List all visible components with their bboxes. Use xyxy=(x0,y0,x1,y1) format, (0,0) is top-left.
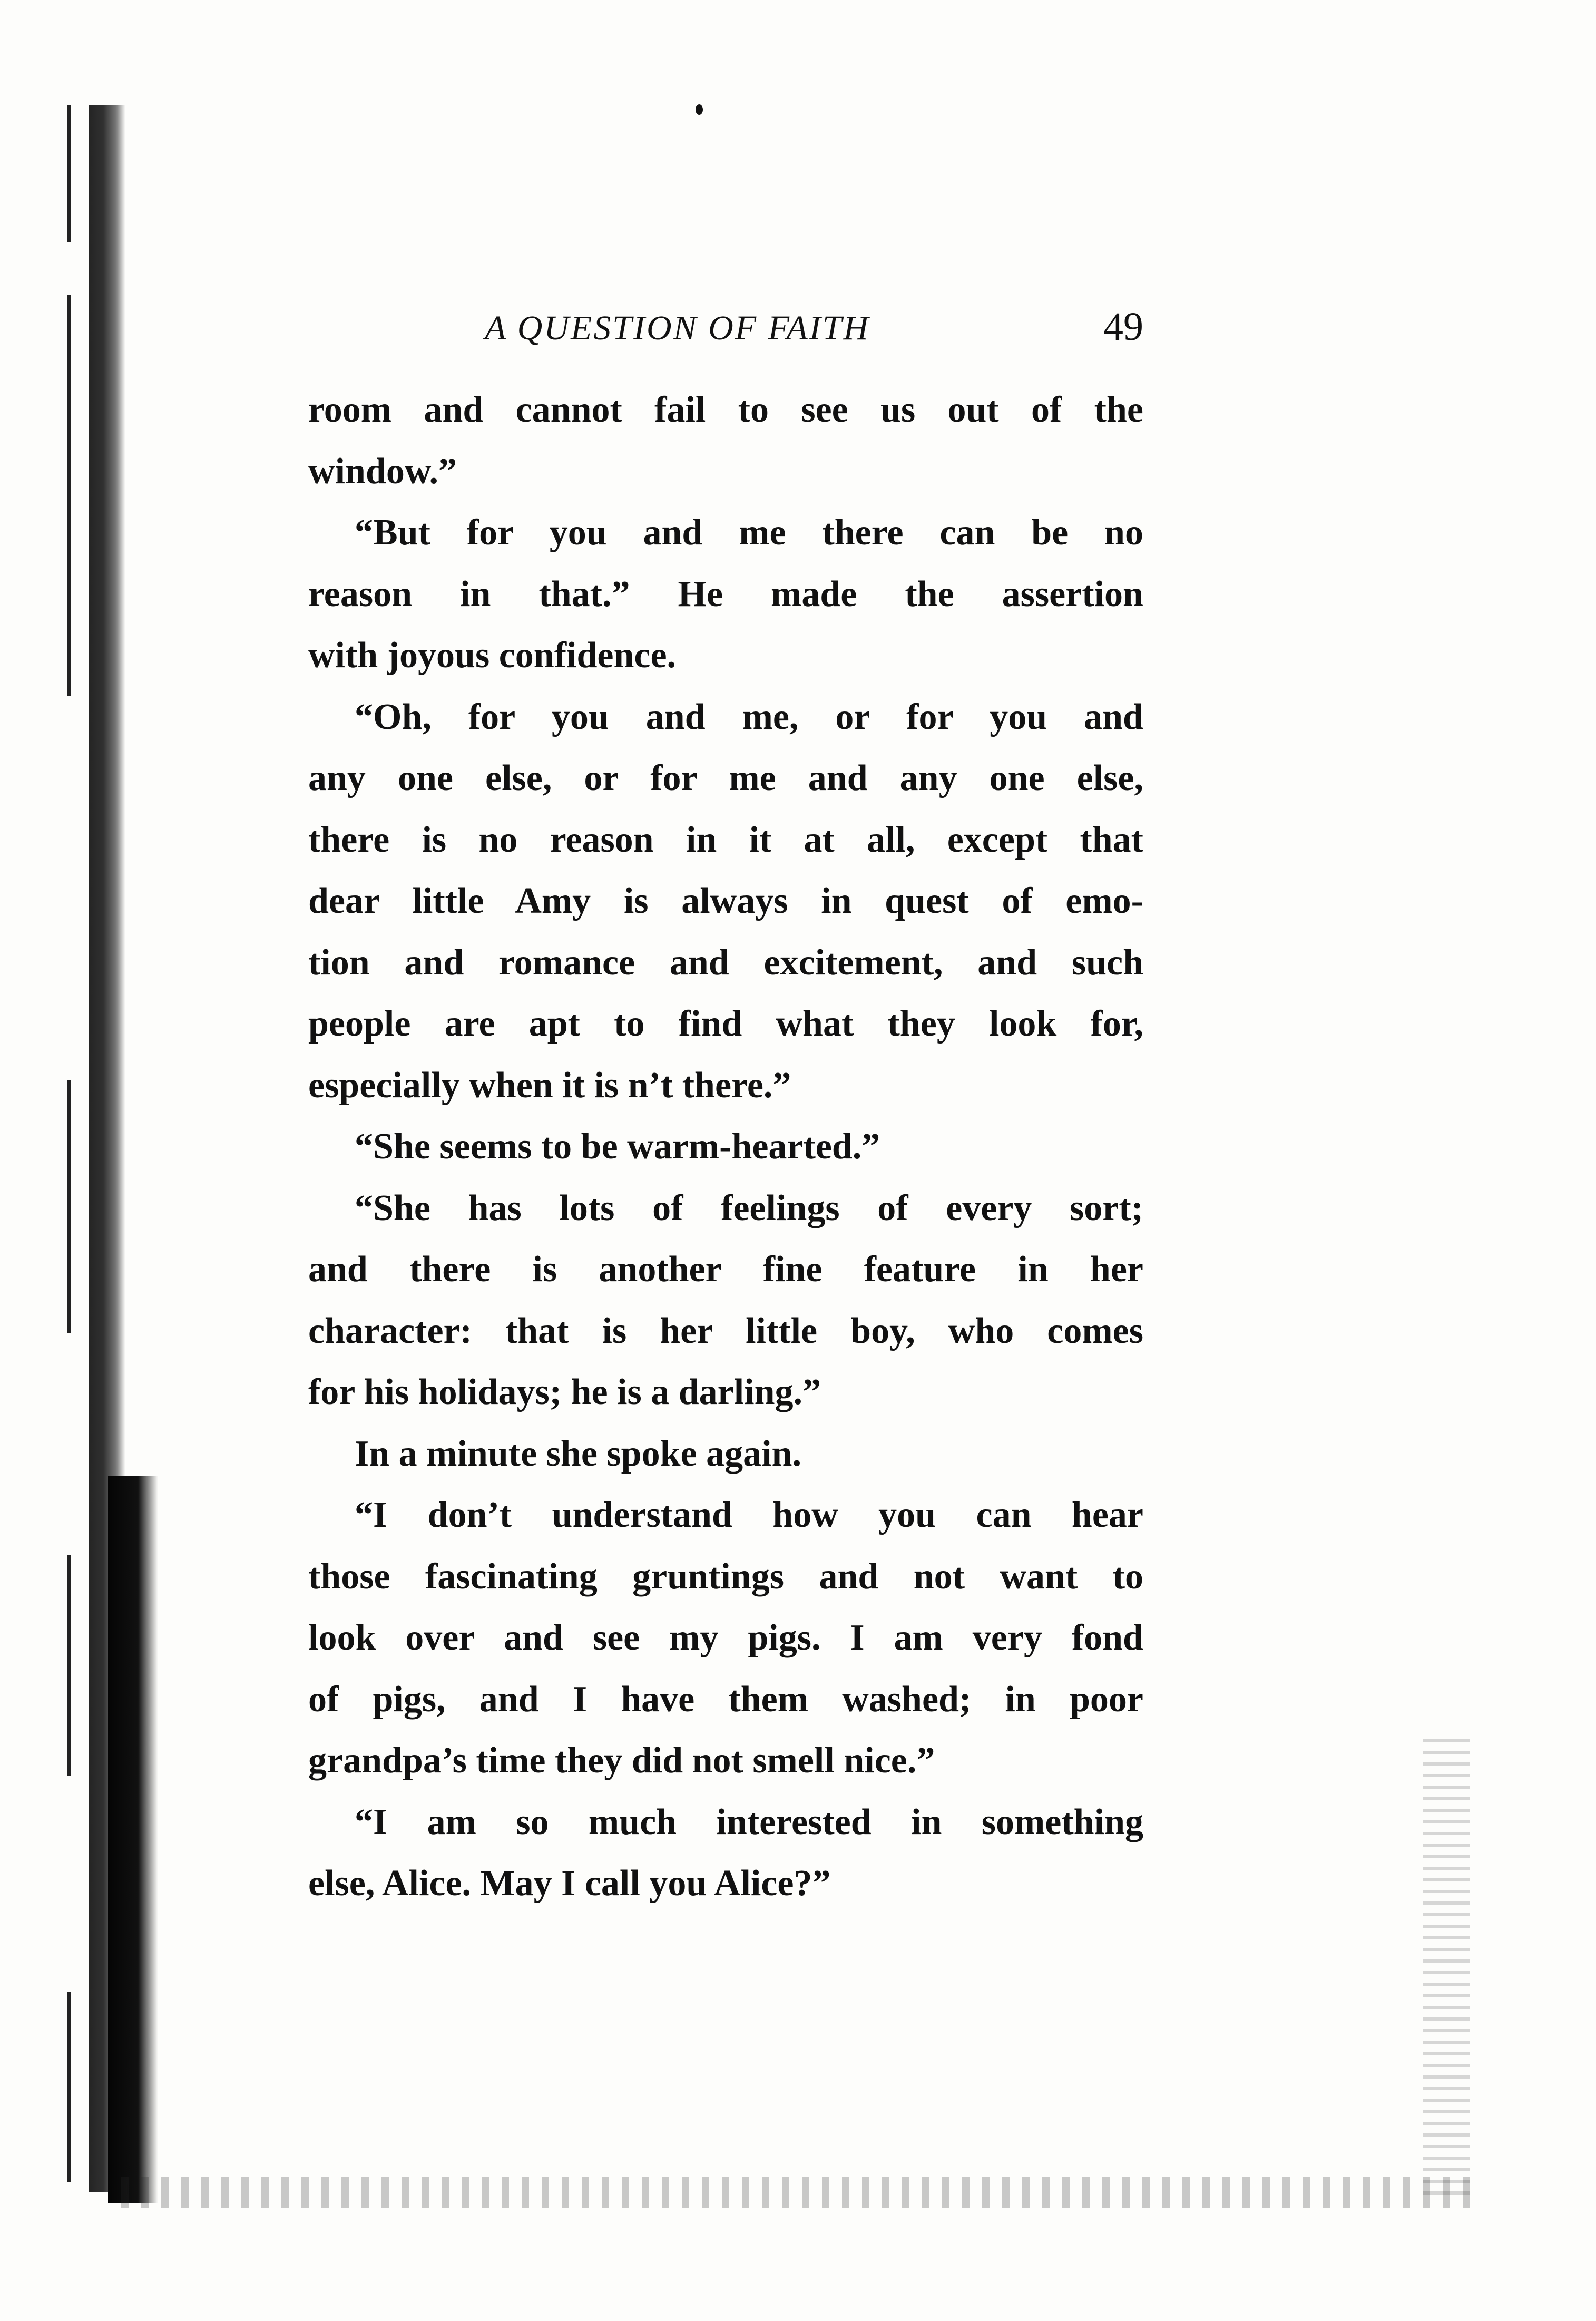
scan-noise-bottom xyxy=(121,2177,1470,2208)
text-line: any one else, or for me and any one else, xyxy=(308,758,1143,798)
running-title: A QUESTION OF FAITH xyxy=(485,309,870,347)
text-line: look over and see my pigs. I am very fond xyxy=(308,1617,1143,1658)
binding-line xyxy=(67,105,71,242)
text-line: for his holidays; he is a darling.” xyxy=(308,1372,821,1412)
text-line: dear little Amy is always in quest of emo- xyxy=(308,881,1143,921)
text-line: of pigs, and I have them washed; in poor xyxy=(308,1679,1143,1720)
text-line: “I don’t understand how you can hear xyxy=(355,1495,1143,1535)
text-line: those fascinating gruntings and not want to xyxy=(308,1556,1143,1597)
binding-line xyxy=(67,1992,71,2182)
text-line: “But for you and me there can be no xyxy=(355,512,1143,553)
scan-noise-right xyxy=(1423,1739,1470,2203)
text-line: “I am so much interested in something xyxy=(355,1801,1143,1842)
text-line: “Oh, for you and me, or for you and xyxy=(355,696,1143,737)
text-line: grandpa’s time they did not smell nice.” xyxy=(308,1740,935,1781)
page-number: 49 xyxy=(1103,305,1143,349)
text-line: In a minute she spoke again. xyxy=(355,1433,801,1474)
binding-line xyxy=(67,295,71,696)
binding-line xyxy=(67,1555,71,1776)
text-line: with joyous confidence. xyxy=(308,635,677,676)
text-line: there is no reason in it at all, except that xyxy=(308,819,1143,860)
running-head xyxy=(485,305,1143,356)
body-text xyxy=(308,379,1143,1915)
text-line: reason in that.” He made the assertion xyxy=(308,573,1143,615)
text-line: especially when it is n’t there.” xyxy=(308,1065,791,1106)
text-line: “She seems to be warm-hearted.” xyxy=(355,1126,880,1167)
text-line: “She has lots of feelings of every sort; xyxy=(355,1187,1143,1228)
binding-line xyxy=(67,1080,71,1333)
ink-speck xyxy=(696,104,703,115)
text-line: tion and romance and excitement, and such xyxy=(308,942,1143,983)
text-line: character: that is her little boy, who comes xyxy=(308,1310,1143,1351)
text-line: people are apt to find what they look for, xyxy=(308,1003,1143,1044)
text-line: room and cannot fail to see us out of the xyxy=(308,389,1143,430)
binding-shadow-lower xyxy=(108,1476,158,2203)
text-line: window.” xyxy=(308,451,457,492)
text-line: else, Alice. May I call you Alice?” xyxy=(308,1863,831,1904)
text-line: and there is another fine feature in her xyxy=(308,1249,1143,1290)
